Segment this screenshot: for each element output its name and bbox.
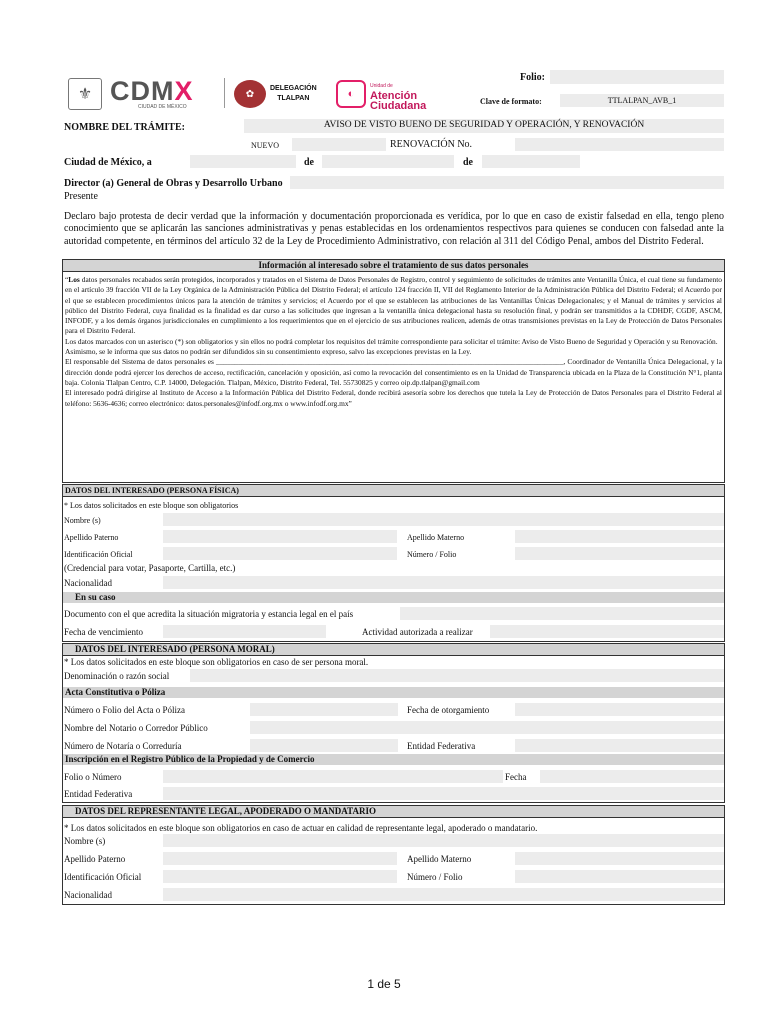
rep-identificacion-input[interactable] [163,870,397,883]
denominacion-label: Denominación o razón social [64,671,170,681]
fisica-credencial-label: (Credencial para votar, Pasaporte, Cartilla, etc.) [64,563,236,573]
rep-folio-label: Número / Folio [407,872,463,882]
info-paragraph-4: El responsable del Sistema de datos personales es ______________________________________________________________________________________________, Coordinador de Ventanilla Única Delegacional, y la dirección donde podrá ejercer los derechos de acceso, rectificación, cancelación y oposición, así como la revocación del consentimiento es en la Unidad de Transparencia ubicada en la Plaza de la Constitución N°1, planta baja. Colonia Tlalpan Centro, C.P. 14000, Delegación. Tlalpan, México, Distrito Federal, Tel. 55730825 y correo oip.dp.tlalpan@gmail.com [65,357,722,387]
de-label-1: de [304,157,314,168]
rep-nombre-label: Nombre (s) [64,836,106,846]
folio-numero-input[interactable] [163,770,503,783]
persona-fisica-title: DATOS DEL INTERESADO (PERSONA FÍSICA) [63,485,724,497]
nombre-tramite-label: NOMBRE DEL TRÁMITE: [64,122,185,133]
registro-title: Inscripción en el Registro Público de la Propiedad y de Comercio [63,754,724,765]
actividad-label: Actividad autorizada a realizar [362,627,473,637]
ciudad-label: Ciudad de México, a [64,157,152,168]
persona-moral-title: DATOS DEL INTERESADO (PERSONA MORAL) [63,644,724,656]
fisica-note: * Los datos solicitados en este bloque son obligatorios [64,501,239,510]
moral-note: * Los datos solicitados en este bloque son obligatorios en caso de ser persona moral. [64,657,369,667]
rep-materno-input[interactable] [515,852,724,865]
fisica-folio-input[interactable] [515,547,724,560]
fecha-otorgamiento-input[interactable] [515,703,724,716]
dia-input[interactable] [190,155,296,168]
declaracion-text: Declaro bajo protesta de decir verdad que la información y documentación proporcionada es verídica, por lo que en caso de existir falsedad en ella, tengo pleno conocimiento que se aplicarán las sanciones administrativas y penas establecidas en los ordenamientos respectivos para quienes se conducen con falsedad ante la autoridad competente, en términos del artículo 32 de la Ley de Procedimiento Administrativo, con relación al 311 del Código Penal, ambos del Distrito Federal. [64,211,724,247]
datos-personales-info [62,259,725,483]
renovacion-label: RENOVACIÓN No. [390,139,473,150]
fisica-nombre-input[interactable] [163,513,724,526]
notario-input[interactable] [250,721,724,734]
entidad-input[interactable] [515,739,724,752]
en-su-caso-title: En su caso [63,592,724,603]
fisica-materno-input[interactable] [515,530,724,543]
delegacion-emblem-icon: ✿ [234,80,266,108]
fisica-nacionalidad-label: Nacionalidad [64,578,112,588]
logo-divider [224,78,225,108]
folio-numero-label: Folio o Número [64,772,122,782]
num-notaria-input[interactable] [250,739,398,752]
delegacion-label: DELEGACIÓN TLALPAN [270,85,317,102]
rep-identificacion-label: Identificación Oficial [64,872,142,882]
info-paragraph-2: Los datos marcados con un asterisco (*) son obligatorios y sin ellos no podrá completar los requisitos del trámite correspondiente para solicitar el trámite: Aviso de Visto Bueno de Seguridad y Operación y su Renovación. [65,336,718,346]
director-input[interactable] [290,176,724,189]
denominacion-input[interactable] [190,669,724,682]
page-number: 1 de 5 [367,977,401,991]
num-notaria-label: Número de Notaría o Correduría [64,741,182,751]
rep-folio-input[interactable] [515,870,724,883]
numero-acta-input[interactable] [250,703,398,716]
entidad-label: Entidad Federativa [407,741,476,751]
de-label-2: de [463,157,473,168]
rep-paterno-input[interactable] [163,852,397,865]
info-paragraph-1: “Los datos personales recabados serán protegidos, incorporados y tratados en el Sistema de Datos Personales de Registro, control y seguimiento de solicitudes de trámites ante Ventanilla Única, el cual tiene su fundamento en el artículo 39 fracción VII de la Ley Orgánica de la Administración Pública del Distrito Federal; el artículo 124 fracción II, VII del Reglamento Interior de la Administración Pública del Distrito Federal; el Acuerdo por el que se establecen procedimientos únicos para la atención de trámites y servicios; el Acuerdo por el que se establecen las atribuciones de las Ventanillas Únicas Delegacionales; y el Manual de trámites y servicios al público del Distrito Federal, cuya finalidad es la finalidad es dar curso a las solicitudes que ingresan a la ventanilla única delegacional hasta su resolución final, y podrán ser transmitidos a la CDHDF, CGDF, ASCM, INFODF, y a los demás órganos jurisdiccionales en cumplimiento a los requerimientos que en el ejercicio de sus atribuciones realicen, además de otras transmisiones previstas en la Ley de Protección de Datos Personales para el Distrito Federal. [65,275,722,336]
info-paragraph-5: El interesado podrá dirigirse al Instituto de Acceso a la Información Pública del Distrito Federal, donde recibirá asesoría sobre los derechos que tutela la Ley de Protección de Datos Personales para el Distrito Federal al teléfono: 5636-4636; correo electrónico: datos.personales@infodf.org.mx o www.infodf.org.mx” [65,388,722,408]
info-title: Información al interesado sobre el tratamiento de sus datos personales [63,260,724,272]
documento-input[interactable] [400,607,724,620]
cdmx-subtitle: CIUDAD DE MÉXICO [138,104,187,110]
anio-input[interactable] [482,155,580,168]
director-label: Director (a) General de Obras y Desarrollo Urbano [64,178,283,189]
presente-label: Presente [64,191,98,202]
notario-label: Nombre del Notario o Corredor Público [64,723,208,733]
atencion-ciudadana-label: Unidad de Atención Ciudadana [370,83,427,112]
fecha-otorgamiento-label: Fecha de otorgamiento [407,705,490,715]
coat-of-arms-icon: ⚜ [68,78,102,110]
actividad-input[interactable] [490,625,724,638]
folio-input[interactable] [550,70,724,84]
numero-acta-label: Número o Folio del Acta o Póliza [64,705,185,715]
nuevo-label: NUEVO [251,141,279,150]
representante-title: DATOS DEL REPRESENTANTE LEGAL, APODERADO O MANDATARIO [63,806,724,818]
clave-field: TTLALPAN_AVB_1 [560,94,724,107]
fisica-paterno-label: Apellido Paterno [64,533,119,542]
fisica-identificacion-input[interactable] [163,547,397,560]
representante-note: * Los datos solicitados en este bloque son obligatorios en caso de actuar en calidad de representante legal, apoderado o mandatario. [64,823,538,833]
rep-nacionalidad-label: Nacionalidad [64,890,112,900]
fecha-registro-label: Fecha [505,772,527,782]
fecha-vencimiento-input[interactable] [163,625,326,638]
rep-paterno-label: Apellido Paterno [64,854,126,864]
fisica-nacionalidad-input[interactable] [163,576,724,589]
entidad2-label: Entidad Federativa [64,789,133,799]
fisica-materno-label: Apellido Materno [407,533,465,542]
atencion-ciudadana-icon: ◐ [336,80,366,108]
fisica-identificacion-label: Identificación Oficial [64,550,133,559]
acta-title: Acta Constitutiva o Póliza [63,687,724,698]
cdmx-logo: CDMX [110,76,194,106]
nombre-tramite-value: AVISO DE VISTO BUENO DE SEGURIDAD Y OPERACIÓN, Y RENOVACIÓN [244,119,724,133]
rep-nacionalidad-input[interactable] [163,888,724,901]
info-body [65,275,722,409]
fisica-paterno-input[interactable] [163,530,397,543]
fisica-nombre-label: Nombre (s) [64,516,101,525]
info-paragraph-3: Asimismo, se le informa que sus datos no podrán ser difundidos sin su consentimiento expreso, salvo las excepciones previstas en la Ley. [65,347,472,357]
entidad2-input[interactable] [163,787,724,800]
folio-label: Folio: [520,72,545,83]
rep-nombre-input[interactable] [163,834,724,847]
fecha-registro-input[interactable] [540,770,724,783]
renovacion-input[interactable] [515,138,724,151]
documento-label: Documento con el que acredita la situación migratoria y estancia legal en el país [64,609,354,619]
fecha-vencimiento-label: Fecha de vencimiento [64,627,143,637]
rep-materno-label: Apellido Materno [407,854,472,864]
mes-input[interactable] [322,155,454,168]
nuevo-input[interactable] [292,138,386,151]
clave-label: Clave de formato: [480,97,542,106]
fisica-folio-label: Número / Folio [407,550,457,559]
